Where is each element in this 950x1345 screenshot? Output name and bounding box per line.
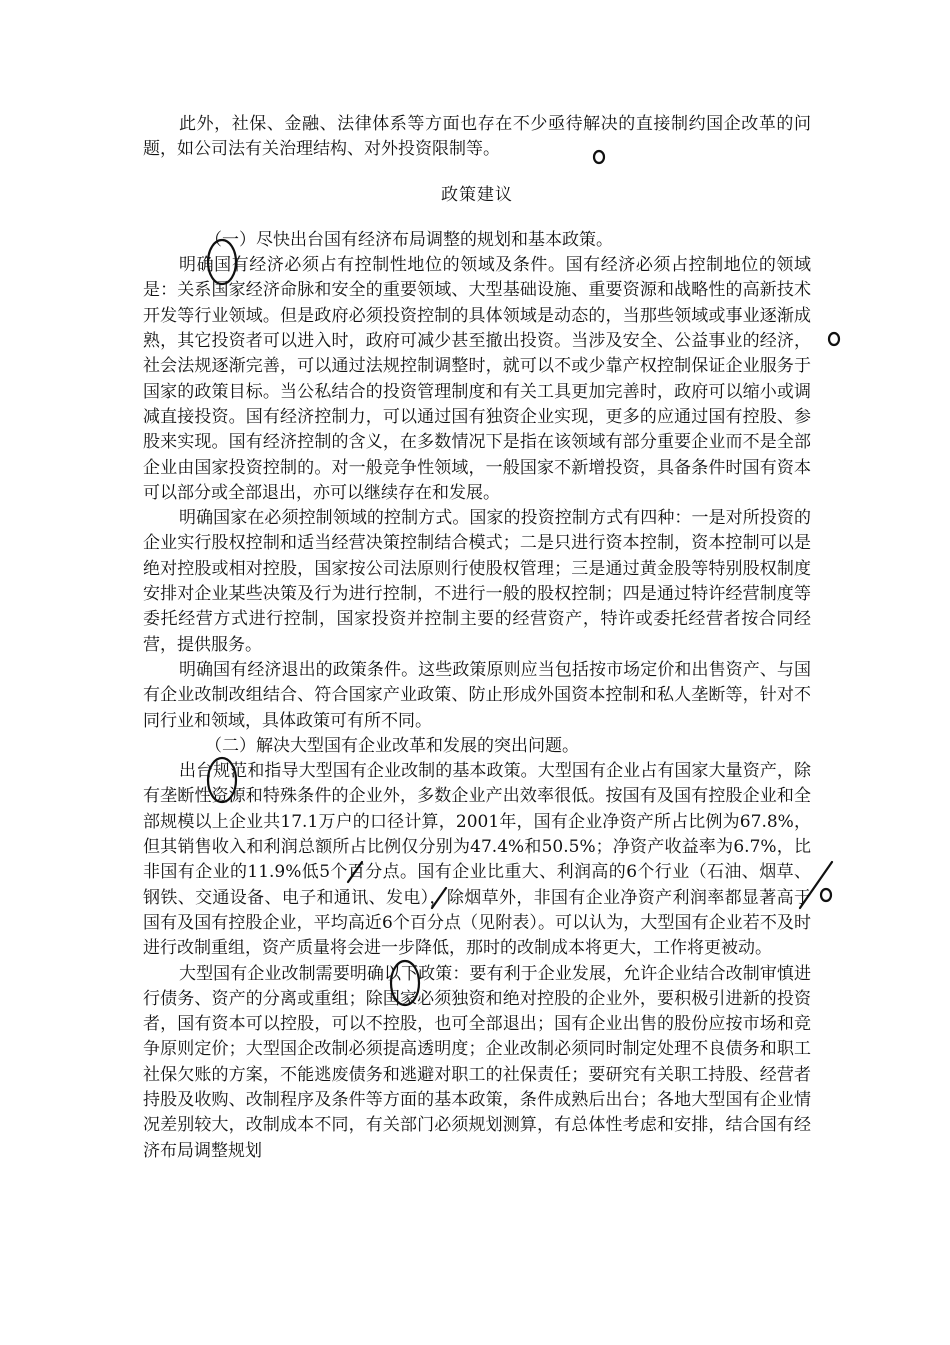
- section-1-paragraph-2: 明确国家在必须控制领域的控制方式。国家的投资控制方式有四种：一是对所投资的企业实行股权控制和适当经营决策控制结合模式；二是只进行资本控制，资本控制可以是绝对控股或相对控股，国家按公司法原则行使股权管理；三是通过黄金股等特别股权制度安排对企业某些决策及行为进行控制，不进行一般的股权控制；四是通过特许经营制度等委托经营方式进行控制，国家投资并控制主要的经营资产，特许或委托经营者按合同经营，提供服务。: [143, 508, 811, 655]
- section-1-paragraph-1: 明确国有经济必须占有控制性地位的领域及条件。国有经济必须占控制地位的领域是：关系国家经济命脉和安全的重要领域、大型基础设施、重要资源和战略性的高新技术开发等行业领域。但是政府必须投资控制的具体领域是动态的，当那些领域或事业逐渐成熟，其它投资者可以进入时，政府可减少甚至撤出投资。当涉及安全、公益事业的经济，社会法规逐渐完善，可以通过法规控制调整时，就可以不或少靠产权控制保证企业服务于国家的政策目标。当公私结合的投资管理制度和有关工具更加完善时，政府可以缩小或调减直接投资。国有经济控制力，可以通过国有独资企业实现，更多的应通过国有控股、参股来实现。国有经济控制的含义，在多数情况下是指在该领域有部分重要企业而不是全部企业由国家投资控制的。对一般竞争性领域，一般国家不新增投资，具备条件时国有资本可以部分或全部退出，亦可以继续存在和发展。: [143, 255, 811, 503]
- section-2-heading: （二）解决大型国有企业改革和发展的突出问题。: [205, 735, 579, 756]
- circle-mark-3: [821, 889, 831, 901]
- section-2-paragraph-2: 大型国有企业改制需要明确以下政策：要有利于企业发展，允许企业结合改制审慎进行债务、资产的分离或重组；除国家必须独资和绝对控股的企业外，要积极引进新的投资者，国有资本可以控股，可以不控股，也可全部退出；国有企业出售的股份应按市场和竞争原则定价；大型国企改制必须提高透明度；企业改制必须同时制定处理不良债务和职工社保欠账的方案，不能逃废债务和逃避对职工的社保责任；要研究有关职工持股、经营者持股及收购、改制程序及条件等方面的基本政策，条件成熟后出台；各地大型国有企业情况差别较大，改制成本不同，有关部门必须规划测算，有总体性考虑和安排，结合国有经济布局调整规划: [143, 963, 811, 1161]
- intro-paragraph: 此外，社保、金融、法律体系等方面也存在不少亟待解决的直接制约国企改革的问题，如公司法有关治理结构、对外投资限制等。: [143, 114, 811, 160]
- section-1-heading: （一）尽快出台国有经济布局调整的规划和基本政策。: [205, 229, 613, 250]
- circle-mark-2: [829, 333, 839, 345]
- section-title: 政策建议: [441, 184, 513, 205]
- section-2-paragraph-1: 出台规范和指导大型国有企业改制的基本政策。大型国有企业占有国家大量资产，除有垄断性资源和特殊条件的企业外，多数企业产出效率很低。按国有及国有控股企业和全部规模以上企业共17.1万户的口径计算，2001年，国有企业净资产所占比例为67.8%，但其销售收入和利润总额所占比例仅分别为47.4%和50.5%；净资产收益率为6.7%，比非国有企业的11.9%低5个百分点。国有企业比重大、利润高的6个行业（石油、烟草、钢铁、交通设备、电子和通讯、发电），除烟草外，非国有企业净资产利润率都显著高于国有及国有控股企业，平均高近6个百分点（见附表）。可以认为，大型国有企业若不及时进行改制重组，资产质量将会进一步降低，那时的改制成本将更大，工作将更被动。: [143, 761, 811, 959]
- section-1-paragraph-3: 明确国有经济退出的政策条件。这些政策原则应当包括按市场定价和出售资产、与国有企业改制改组结合、符合国家产业政策、防止形成外国资本控制和私人垄断等，针对不同行业和领域，具体政策可有所不同。: [143, 659, 811, 731]
- document-page: [143, 112, 811, 1164]
